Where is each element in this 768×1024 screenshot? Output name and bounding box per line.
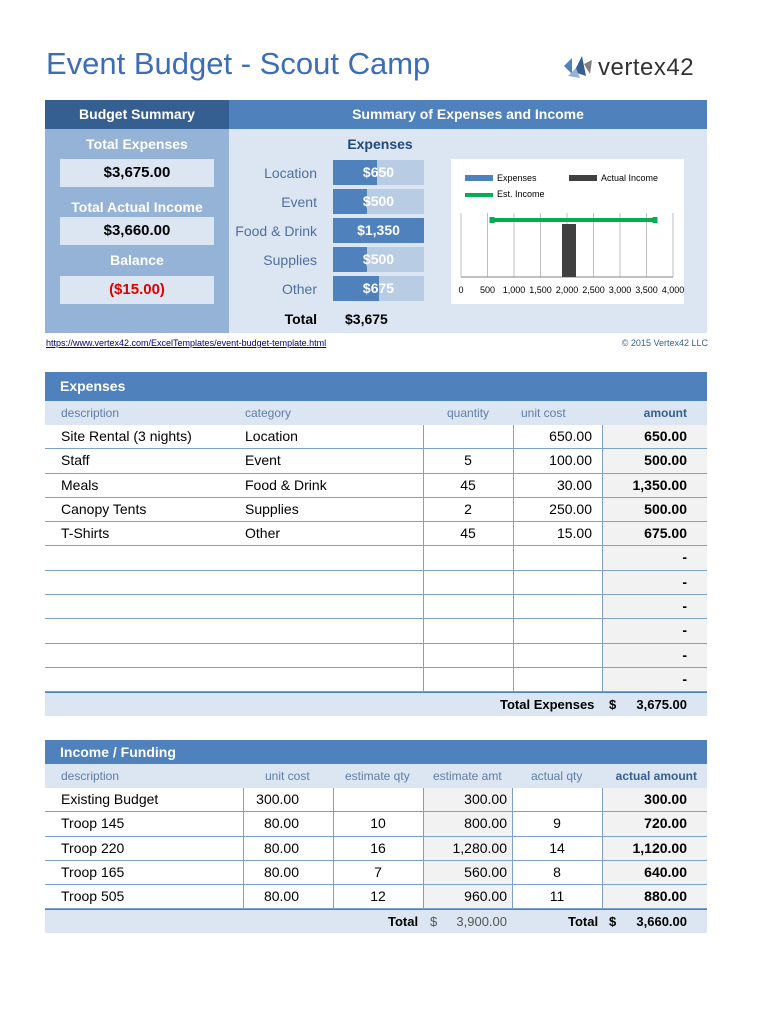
table-row bbox=[45, 837, 707, 861]
estimate-amt-cell: 1,280.00 bbox=[452, 839, 507, 856]
actual-qty-cell[interactable] bbox=[512, 788, 602, 811]
table-row bbox=[45, 885, 707, 909]
unit-cost-cell[interactable] bbox=[513, 644, 602, 667]
category-label-food-drink: Food & Drink bbox=[235, 223, 317, 239]
balance-value[interactable]: ($15.00) bbox=[60, 276, 214, 304]
amount-cell: 650.00 bbox=[644, 428, 687, 444]
unit-cost-cell[interactable]: 80.00 bbox=[263, 888, 299, 905]
table-row bbox=[45, 449, 707, 473]
estimate-qty-cell[interactable]: 12 bbox=[370, 888, 386, 905]
quantity-cell[interactable] bbox=[423, 668, 513, 691]
description-cell[interactable]: Meals bbox=[61, 476, 99, 493]
unit-cost-cell[interactable] bbox=[513, 619, 602, 642]
expenses-table bbox=[45, 372, 707, 716]
unit-cost-cell[interactable] bbox=[513, 571, 602, 594]
estimate-amt-cell: 800.00 bbox=[464, 815, 507, 832]
estimate-amt-cell: 300.00 bbox=[464, 791, 507, 807]
chart-tick-label: 3,000 bbox=[608, 285, 632, 295]
unit-cost-cell[interactable] bbox=[513, 546, 602, 569]
description-cell[interactable]: T-Shirts bbox=[61, 525, 110, 542]
quantity-cell[interactable] bbox=[423, 595, 513, 618]
currency-symbol: $ bbox=[609, 697, 617, 713]
amount-cell: - bbox=[682, 670, 687, 687]
unit-cost-cell[interactable] bbox=[513, 595, 602, 618]
col-description[interactable]: description bbox=[61, 769, 120, 783]
category-cell[interactable]: Location bbox=[245, 428, 298, 444]
quantity-cell[interactable]: 45 bbox=[460, 476, 476, 493]
unit-cost-cell[interactable]: 30.00 bbox=[556, 476, 592, 493]
amount-cell: - bbox=[682, 622, 687, 639]
chart-tick-label: 1,500 bbox=[529, 285, 552, 295]
description-cell[interactable]: Troop 145 bbox=[61, 815, 125, 832]
chart-marker-est-income bbox=[490, 217, 495, 223]
amount-cell: 1,350.00 bbox=[632, 476, 687, 493]
logo-text: vertex42 bbox=[598, 54, 695, 81]
actual-total-amount: 3,660.00 bbox=[636, 914, 687, 930]
category-label-location: Location bbox=[264, 165, 317, 181]
category-value: $650 bbox=[362, 164, 395, 180]
estimate-amt-cell: 960.00 bbox=[464, 888, 507, 905]
description-cell[interactable]: Existing Budget bbox=[61, 791, 159, 807]
quantity-cell[interactable]: 45 bbox=[460, 525, 476, 542]
quantity-cell[interactable]: 2 bbox=[464, 500, 472, 517]
chart-tick-label: 500 bbox=[479, 285, 496, 295]
income-rows bbox=[45, 788, 707, 909]
actual-qty-cell[interactable]: 9 bbox=[553, 815, 561, 832]
table-row bbox=[45, 668, 707, 692]
logo-icon bbox=[562, 52, 596, 82]
unit-cost-cell[interactable] bbox=[513, 668, 602, 691]
quantity-cell[interactable] bbox=[423, 619, 513, 642]
col-unit-cost[interactable]: unit cost bbox=[265, 769, 310, 783]
actual-amount-cell: 880.00 bbox=[644, 888, 687, 905]
unit-cost-cell[interactable]: 15.00 bbox=[556, 525, 592, 542]
estimate-qty-cell[interactable]: 7 bbox=[374, 863, 382, 880]
estimate-total-label: Total bbox=[388, 914, 419, 930]
income-table-header: Income / Funding bbox=[45, 740, 707, 764]
actual-amount-cell: 720.00 bbox=[644, 815, 687, 832]
income-column-headers bbox=[45, 764, 707, 788]
total-expenses-value[interactable]: $3,675.00 bbox=[60, 159, 214, 187]
table-row bbox=[45, 546, 707, 570]
actual-amount-cell: 300.00 bbox=[644, 791, 687, 807]
estimate-qty-cell[interactable] bbox=[333, 788, 423, 811]
category-bar-food-drink[interactable] bbox=[333, 218, 424, 243]
table-row bbox=[45, 644, 707, 668]
table-row bbox=[45, 861, 707, 885]
category-label-other: Other bbox=[281, 281, 317, 297]
col-estimate-amt[interactable]: estimate amt bbox=[433, 769, 502, 783]
total-income-value[interactable]: $3,660.00 bbox=[60, 217, 214, 245]
legend-swatch bbox=[465, 193, 493, 197]
amount-cell: - bbox=[682, 598, 687, 615]
estimate-total-amount: 3,900.00 bbox=[456, 914, 507, 930]
expenses-rows bbox=[45, 425, 707, 692]
legend-swatch bbox=[569, 175, 597, 181]
budget-summary-header: Budget Summary bbox=[45, 100, 229, 129]
unit-cost-cell[interactable]: 100.00 bbox=[549, 452, 592, 469]
currency-symbol: $ bbox=[609, 914, 617, 930]
actual-qty-cell[interactable]: 14 bbox=[549, 839, 565, 856]
legend-label: Expenses bbox=[497, 173, 537, 183]
unit-cost-cell[interactable]: 80.00 bbox=[263, 863, 299, 880]
col-quantity[interactable]: quantity bbox=[447, 406, 490, 420]
estimate-qty-cell[interactable]: 16 bbox=[370, 839, 386, 856]
description-cell[interactable]: Troop 220 bbox=[61, 839, 125, 856]
table-row bbox=[45, 498, 707, 522]
income-total-row bbox=[45, 909, 707, 933]
summary-panel bbox=[45, 100, 707, 333]
actual-amount-cell: 1,120.00 bbox=[632, 839, 687, 856]
description-cell[interactable]: Canopy Tents bbox=[61, 500, 147, 517]
quantity-cell[interactable] bbox=[423, 571, 513, 594]
category-cell[interactable]: Other bbox=[245, 525, 281, 542]
description-cell[interactable]: Troop 165 bbox=[61, 863, 125, 880]
category-value: $500 bbox=[362, 193, 395, 209]
table-row bbox=[45, 619, 707, 643]
col-amount[interactable]: amount bbox=[643, 406, 687, 420]
actual-qty-cell[interactable]: 8 bbox=[553, 863, 561, 880]
category-value: $675 bbox=[362, 280, 395, 296]
unit-cost-cell[interactable]: 80.00 bbox=[263, 839, 299, 856]
expenses-table-header: Expenses bbox=[45, 372, 707, 401]
amount-cell: - bbox=[682, 646, 687, 663]
expenses-total-label: Total bbox=[284, 311, 317, 327]
category-bar-other[interactable] bbox=[333, 276, 424, 301]
legend-swatch bbox=[465, 175, 493, 181]
expenses-column-headers bbox=[45, 401, 707, 425]
description-cell[interactable]: Staff bbox=[61, 452, 90, 469]
legend-label: Est. Income bbox=[497, 189, 545, 199]
table-row bbox=[45, 522, 707, 546]
copyright-text: © 2015 Vertex42 LLC bbox=[621, 338, 708, 348]
table-row bbox=[45, 425, 707, 449]
category-label-event: Event bbox=[281, 194, 317, 210]
chart-tick-label: 2,000 bbox=[555, 285, 579, 295]
description-cell[interactable]: Troop 505 bbox=[61, 888, 125, 905]
quantity-cell[interactable] bbox=[423, 644, 513, 667]
amount-cell: 500.00 bbox=[644, 452, 687, 469]
unit-cost-cell[interactable]: 250.00 bbox=[549, 500, 592, 517]
col-category[interactable]: category bbox=[245, 406, 292, 420]
col-unit-cost[interactable]: unit cost bbox=[521, 406, 566, 420]
col-estimate-qty[interactable]: estimate qty bbox=[345, 769, 410, 783]
category-bar-event[interactable] bbox=[333, 189, 424, 214]
unit-cost-cell[interactable]: 300.00 bbox=[256, 791, 299, 807]
category-cell[interactable]: Event bbox=[245, 452, 281, 469]
total-expenses-label: Total Expenses bbox=[500, 697, 595, 713]
table-row bbox=[45, 474, 707, 498]
expenses-income-summary-header: Summary of Expenses and Income bbox=[229, 100, 707, 129]
col-actual-qty[interactable]: actual qty bbox=[531, 769, 583, 783]
category-bar-location[interactable] bbox=[333, 160, 424, 185]
chart-tick-label: 4,000 bbox=[661, 285, 684, 295]
category-value: $500 bbox=[362, 251, 395, 267]
balance-label: Balance bbox=[110, 252, 164, 268]
category-value: $1,350 bbox=[357, 222, 400, 238]
estimate-qty-cell[interactable]: 10 bbox=[370, 815, 386, 832]
chart-tick-label: 2,500 bbox=[582, 285, 605, 295]
currency-symbol: $ bbox=[430, 914, 438, 930]
category-cell[interactable]: Supplies bbox=[245, 500, 299, 517]
col-description[interactable]: description bbox=[61, 406, 120, 420]
actual-amount-cell: 640.00 bbox=[644, 863, 687, 880]
table-row bbox=[45, 571, 707, 595]
unit-cost-cell[interactable]: 80.00 bbox=[263, 815, 299, 832]
quantity-cell[interactable] bbox=[423, 425, 513, 448]
quantity-cell[interactable]: 5 bbox=[464, 452, 472, 469]
amount-cell: - bbox=[682, 549, 687, 566]
vertex42-logo bbox=[562, 52, 712, 84]
quantity-cell[interactable] bbox=[423, 546, 513, 569]
expenses-breakdown-title: Expenses bbox=[347, 136, 413, 152]
expenses-total-value: $3,675 bbox=[345, 311, 388, 327]
total-income-label: Total Actual Income bbox=[71, 199, 203, 215]
category-bar-supplies[interactable] bbox=[333, 247, 424, 272]
chart-tick-label: 0 bbox=[458, 285, 464, 295]
table-row bbox=[45, 595, 707, 619]
amount-cell: 675.00 bbox=[644, 525, 687, 542]
actual-total-label: Total bbox=[568, 914, 599, 930]
category-label-supplies: Supplies bbox=[263, 252, 317, 268]
chart-tick-label: 3,500 bbox=[635, 285, 658, 295]
description-cell[interactable]: Site Rental (3 nights) bbox=[61, 428, 192, 444]
expenses-total-row bbox=[45, 692, 707, 716]
page-title: Event Budget - Scout Camp bbox=[46, 46, 431, 81]
category-cell[interactable]: Food & Drink bbox=[245, 476, 327, 493]
total-expenses-amount: 3,675.00 bbox=[636, 697, 687, 713]
legend-label: Actual Income bbox=[601, 173, 659, 183]
unit-cost-cell[interactable]: 650.00 bbox=[549, 428, 592, 444]
estimate-amt-cell: 560.00 bbox=[464, 863, 507, 880]
col-actual-amount[interactable]: actual amount bbox=[615, 769, 697, 783]
total-expenses-label: Total Expenses bbox=[86, 136, 188, 152]
chart-bar-actual-income bbox=[562, 224, 576, 277]
income-table bbox=[45, 740, 707, 933]
chart-tick-label: 1,000 bbox=[502, 285, 526, 295]
amount-cell: - bbox=[682, 573, 687, 590]
actual-qty-cell[interactable]: 11 bbox=[549, 888, 565, 905]
expense-income-chart[interactable] bbox=[451, 159, 684, 304]
table-row bbox=[45, 812, 707, 836]
template-link[interactable]: https://www.vertex42.com/ExcelTemplates/event-budget-template.html bbox=[46, 338, 327, 348]
chart-svg bbox=[451, 159, 684, 304]
table-row bbox=[45, 788, 707, 812]
chart-marker-est-income bbox=[653, 217, 658, 223]
amount-cell: 500.00 bbox=[644, 500, 687, 517]
